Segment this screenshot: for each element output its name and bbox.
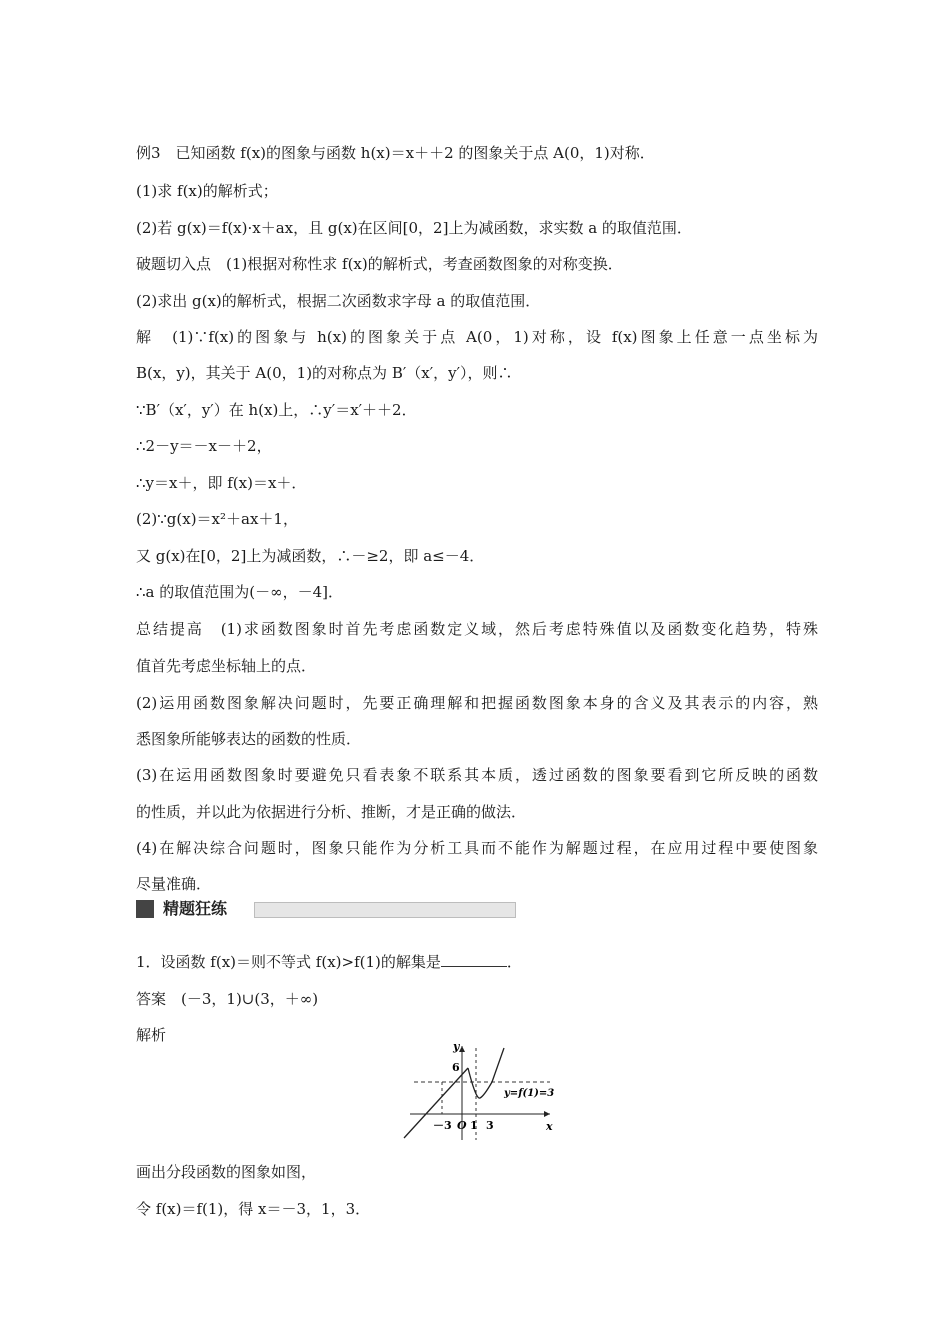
after-graph-line-1: 画出分段函数的图象如图， — [136, 1163, 317, 1181]
summary-line-4: 悉图象所能够表达的函数的性质． — [136, 730, 362, 748]
section-rule — [254, 902, 516, 918]
y-tick-6: 6 — [452, 1061, 460, 1074]
solution-line-4: ∴2－y＝－x－＋2， — [136, 437, 272, 455]
function-graph — [400, 1040, 560, 1144]
example-3-statement: 例3 已知函数 f(x)的图象与函数 h(x)＝x＋＋2 的图象关于点 A(0，1)对称． — [136, 144, 655, 162]
section-title: 精题狂练 — [163, 899, 228, 918]
summary-line-3: (2)运用函数图象解决问题时，先要正确理解和把握函数图象本身的含义及其表示的内容，熟 — [136, 694, 818, 712]
section-block-icon — [136, 900, 154, 918]
summary-line-7: (4)在解决综合问题时，图象只能作为分析工具而不能作为解题过程，在应用过程中要使图象 — [136, 839, 818, 857]
question-1-end: ． — [506, 953, 522, 971]
solution-line-1: 解 (1)∵f(x)的图象与 h(x)的图象关于点 A(0，1)对称，设 f(x)图象上任意一点坐标为 — [136, 328, 818, 346]
question-1-text: 1．设函数 f(x)＝则不等式 f(x)>f(1)的解集是 — [136, 953, 441, 971]
after-graph-line-2: 令 f(x)＝f(1)，得 x＝－3，1，3． — [136, 1200, 371, 1218]
question-1 — [136, 952, 522, 972]
analysis-label: 解析 — [136, 1026, 167, 1044]
y-axis-label: y — [453, 1040, 460, 1053]
answer-line: 答案 (－3，1)∪(3，＋∞) — [136, 990, 319, 1008]
x-tick-3: 3 — [486, 1119, 494, 1132]
entry-point-1: 破题切入点 (1)根据对称性求 f(x)的解析式，考查函数图象的对称变换． — [136, 255, 623, 273]
x-axis-label: x — [546, 1120, 553, 1133]
summary-line-2: 值首先考虑坐标轴上的点． — [136, 657, 317, 675]
solution-line-2: B(x，y)，其关于 A(0，1)的对称点为 B′（x′，y′），则∴ — [136, 364, 513, 382]
x-tick-minus-3: －3 — [433, 1119, 452, 1132]
x-axis-arrow — [544, 1111, 550, 1117]
summary-line-6: 的性质，并以此为依据进行分析、推断，才是正确的做法． — [136, 803, 527, 821]
summary-line-5: (3)在运用函数图象时要避免只看表象不联系其本质，透过函数的图象要看到它所反映的函数 — [136, 766, 818, 784]
part-2-question: (2)若 g(x)＝f(x)·x＋ax，且 g(x)在区间[0，2]上为减函数，求实数 a 的取值范围． — [136, 219, 692, 237]
x-tick-1: 1 — [470, 1119, 478, 1132]
y-axis-arrow — [459, 1046, 465, 1052]
origin-label: O — [457, 1119, 467, 1132]
solution-line-6: (2)∵g(x)＝x²＋ax＋1， — [136, 510, 298, 528]
solution-line-5: ∴y＝x＋，即 f(x)＝x＋． — [136, 474, 307, 492]
right-rising-piece — [492, 1048, 504, 1082]
part-1-question: (1)求 f(x)的解析式； — [136, 182, 278, 200]
summary-line-1: 总结提高 (1)求函数图象时首先考虑函数定义域，然后考虑特殊值以及函数变化趋势，特殊 — [136, 620, 818, 638]
solution-line-8: ∴a 的取值范围为(－∞，－4]． — [136, 583, 343, 601]
section-header — [136, 899, 516, 919]
answer-blank — [441, 952, 507, 967]
summary-line-8: 尽量准确． — [136, 875, 212, 893]
solution-line-3: ∵B′（x′，y′）在 h(x)上，∴y′＝x′＋＋2． — [136, 401, 417, 419]
parabola-piece — [468, 1068, 492, 1098]
solution-line-7: 又 g(x)在[0，2]上为减函数，∴－≥2，即 a≤－4． — [136, 547, 485, 565]
horizontal-line-label: y=f(1)=3 — [504, 1088, 555, 1099]
entry-point-2: (2)求出 g(x)的解析式，根据二次函数求字母 a 的取值范围． — [136, 292, 541, 310]
